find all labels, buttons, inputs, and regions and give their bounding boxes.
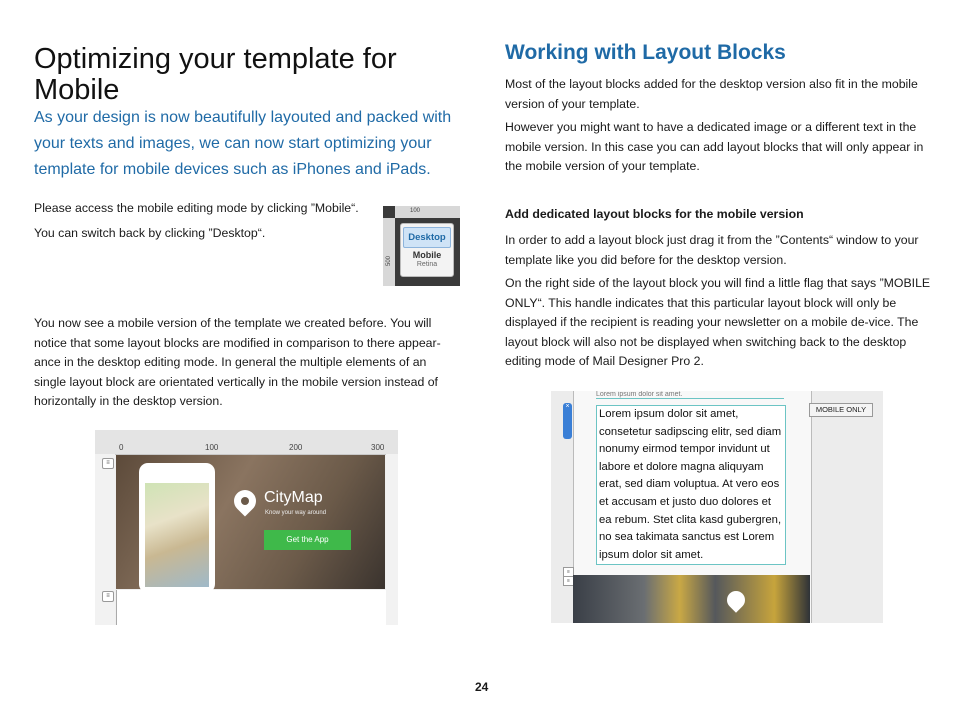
page-title: Optimizing your template for Mobile [34,43,397,106]
mode-panel [400,223,454,277]
ruler-top: 100 [395,206,460,218]
close-icon[interactable]: × [563,403,572,439]
citymap-subtitle: Know your way around [265,510,327,516]
lead-paragraph: As your design is now beautifully layouted and packed with your texts and images, we can now start optimizing your template for mobile devices such as iPhones and iPads. [34,109,452,178]
block-handle-icon[interactable]: ≡ [102,458,114,469]
text-line: nonumy eirmod tempor invidunt ut [599,443,770,456]
text-line: ea rebum. Stet clita kasd gubergren, [599,513,782,526]
drag-paragraph: In order to add a layout block just drag it from the ”Contents“ window to your template like you did before for the desktop version. [505,233,919,267]
mobile-version-paragraph: You now see a mobile version of the template we created before. You will notice that some layout blocks are modified in comparison to there appear-ance in the desktop editing mode. In general the multiple elements of an single layout block are orientated vertically in the mobile version instead of horizontally in the desktop version. [34,316,441,408]
map-image [145,483,209,587]
citymap-screenshot [95,430,398,625]
mobile-only-paragraph: On the right side of the layout block you will find a little flag that says ”MOBILE ONLY“. This handle indicates that this particular layout block will only be displayed if the recipient is reading your newsletter on a mobile de-vice. The layout block will also not be displayed when switching back to the desktop editing mode of Mail Designer Pro 2. [505,276,931,368]
block-handle-icon[interactable]: ≡ [102,591,114,602]
citymap-hero-block[interactable] [116,455,385,589]
desktop-instruction: You can switch back by clicking ”Desktop“. [34,225,266,240]
right-gutter [386,454,398,625]
section-title: Working with Layout Blocks [505,41,786,64]
page-number: 24 [475,680,489,694]
text-line: labore et dolore magna aliquyam [599,460,764,473]
intro-paragraph-1: Most of the layout blocks added for the desktop version also fit in the mobile version of your template. [505,77,918,111]
retina-label: Retina [416,261,438,268]
phone-mockup [139,463,215,593]
block-handle-icon[interactable]: ≡ [563,567,574,577]
desktop-mode-button[interactable]: Desktop [403,227,451,248]
layout-blocks-intro [505,75,933,177]
text-line: Lorem ipsum dolor sit amet, [599,408,739,420]
mode-switch-screenshot [383,206,460,286]
mobile-only-flag[interactable]: MOBILE ONLY [809,403,873,417]
mobile-label: Mobile [412,250,442,260]
get-app-button[interactable]: Get the App [264,530,351,550]
subsection-title: Add dedicated layout blocks for the mobile version [505,207,804,221]
text-line: ipsum dolor sit amet. [599,548,704,561]
location-pin-icon [229,485,260,516]
text-line: consetetur sadipscing elitr, sed diam [599,425,782,438]
street-photo[interactable] [573,575,810,623]
mobile-mode-button[interactable] [403,250,451,270]
mode-instructions [34,199,379,243]
previous-text-block: Lorem ipsum dolor sit amet. [596,391,784,399]
text-line: et accusam et justo duo dolores et [599,495,772,508]
block-handle-icon[interactable]: ≡ [563,576,574,586]
dedicated-blocks-text [505,231,933,372]
horizontal-ruler: 0 100 200 300 [95,430,398,455]
text-line: erat, sed diam voluptua. At vero eos [599,478,780,491]
mobile-instruction: Please access the mobile editing mode by clicking ”Mobile“. [34,201,359,215]
text-line: no sea takimata sanctus est Lorem [599,531,775,544]
intro-paragraph-2: However you might want to have a dedicated image or a different text in the mobile version. In this case you can add layout blocks that will only appear in the mobile version of your template. [505,120,924,173]
mobile-only-screenshot [551,391,883,623]
mobile-text-block[interactable] [596,405,786,565]
empty-block[interactable] [116,590,387,625]
ruler-left: 500 [383,218,395,286]
citymap-title: CityMap [264,489,323,506]
